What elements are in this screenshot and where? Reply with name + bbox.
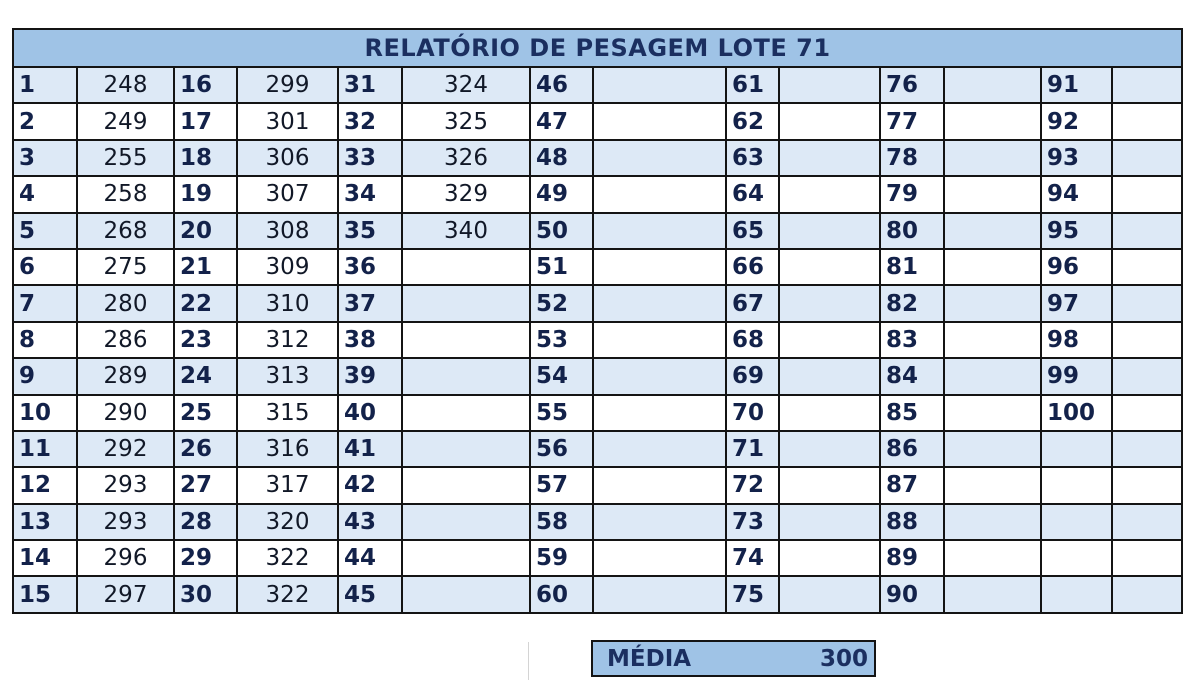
animal-number-cell: 84 [880, 358, 944, 394]
weight-cell [944, 322, 1041, 358]
animal-number-cell: 92 [1041, 103, 1112, 139]
weight-cell [402, 540, 530, 576]
weight-cell [593, 213, 726, 249]
weight-cell [779, 249, 880, 285]
animal-number-cell: 42 [338, 467, 402, 503]
animal-number-cell: 24 [174, 358, 237, 394]
animal-number-cell: 29 [174, 540, 237, 576]
weight-cell: 293 [77, 467, 174, 503]
animal-number-cell: 48 [530, 140, 593, 176]
weight-cell [593, 576, 726, 612]
weight-cell: 329 [402, 176, 530, 212]
table-row [13, 213, 1182, 249]
animal-number-cell: 62 [726, 103, 779, 139]
animal-number-cell: 87 [880, 467, 944, 503]
animal-number-cell: 88 [880, 504, 944, 540]
animal-number-cell: 69 [726, 358, 779, 394]
animal-number-cell: 34 [338, 176, 402, 212]
weight-cell: 320 [237, 504, 338, 540]
animal-number-cell: 60 [530, 576, 593, 612]
weight-cell [593, 176, 726, 212]
animal-number-cell [1041, 504, 1112, 540]
animal-number-cell: 28 [174, 504, 237, 540]
animal-number-cell: 31 [338, 67, 402, 103]
animal-number-cell: 8 [13, 322, 77, 358]
animal-number-cell: 37 [338, 285, 402, 321]
animal-number-cell: 93 [1041, 140, 1112, 176]
weight-cell [402, 358, 530, 394]
animal-number-cell: 33 [338, 140, 402, 176]
animal-number-cell: 39 [338, 358, 402, 394]
animal-number-cell: 12 [13, 467, 77, 503]
animal-number-cell: 56 [530, 431, 593, 467]
animal-number-cell [1041, 576, 1112, 612]
divider-line [528, 642, 529, 680]
weight-cell [1112, 285, 1182, 321]
weight-cell: 322 [237, 540, 338, 576]
animal-number-cell [1041, 431, 1112, 467]
animal-number-cell: 77 [880, 103, 944, 139]
animal-number-cell: 50 [530, 213, 593, 249]
animal-number-cell: 23 [174, 322, 237, 358]
animal-number-cell: 79 [880, 176, 944, 212]
table-row [13, 176, 1182, 212]
weight-cell [944, 467, 1041, 503]
animal-number-cell: 3 [13, 140, 77, 176]
animal-number-cell: 27 [174, 467, 237, 503]
animal-number-cell: 36 [338, 249, 402, 285]
weight-cell: 301 [237, 103, 338, 139]
weight-cell [1112, 504, 1182, 540]
weight-cell [944, 540, 1041, 576]
animal-number-cell: 26 [174, 431, 237, 467]
animal-number-cell: 81 [880, 249, 944, 285]
weight-cell [593, 67, 726, 103]
animal-number-cell: 70 [726, 395, 779, 431]
animal-number-cell: 100 [1041, 395, 1112, 431]
animal-number-cell: 4 [13, 176, 77, 212]
animal-number-cell: 41 [338, 431, 402, 467]
weight-cell [779, 504, 880, 540]
animal-number-cell: 97 [1041, 285, 1112, 321]
animal-number-cell: 98 [1041, 322, 1112, 358]
weight-cell [593, 285, 726, 321]
weight-cell [779, 140, 880, 176]
weight-cell [944, 576, 1041, 612]
animal-number-cell: 65 [726, 213, 779, 249]
weight-cell: 309 [237, 249, 338, 285]
weight-cell [944, 249, 1041, 285]
animal-number-cell: 21 [174, 249, 237, 285]
animal-number-cell: 74 [726, 540, 779, 576]
animal-number-cell: 16 [174, 67, 237, 103]
animal-number-cell: 89 [880, 540, 944, 576]
animal-number-cell: 20 [174, 213, 237, 249]
table-row [13, 358, 1182, 394]
weight-cell: 290 [77, 395, 174, 431]
weight-cell [593, 504, 726, 540]
weight-cell [1112, 540, 1182, 576]
animal-number-cell: 68 [726, 322, 779, 358]
weight-cell: 286 [77, 322, 174, 358]
average-box [591, 640, 876, 677]
animal-number-cell: 6 [13, 249, 77, 285]
weight-cell [402, 431, 530, 467]
weight-cell [779, 285, 880, 321]
animal-number-cell: 85 [880, 395, 944, 431]
animal-number-cell: 63 [726, 140, 779, 176]
weight-cell: 299 [237, 67, 338, 103]
animal-number-cell: 54 [530, 358, 593, 394]
table-row [13, 395, 1182, 431]
weight-cell: 268 [77, 213, 174, 249]
animal-number-cell: 78 [880, 140, 944, 176]
weight-cell [779, 176, 880, 212]
weight-cell [1112, 176, 1182, 212]
weight-cell [402, 249, 530, 285]
animal-number-cell: 35 [338, 213, 402, 249]
animal-number-cell: 52 [530, 285, 593, 321]
animal-number-cell: 18 [174, 140, 237, 176]
animal-number-cell: 7 [13, 285, 77, 321]
weight-cell: 316 [237, 431, 338, 467]
weight-cell: 340 [402, 213, 530, 249]
weight-cell [402, 322, 530, 358]
weight-cell: 248 [77, 67, 174, 103]
animal-number-cell: 59 [530, 540, 593, 576]
animal-number-cell [1041, 540, 1112, 576]
animal-number-cell: 86 [880, 431, 944, 467]
animal-number-cell: 64 [726, 176, 779, 212]
weight-cell [593, 103, 726, 139]
table-row [13, 467, 1182, 503]
weight-cell: 293 [77, 504, 174, 540]
animal-number-cell: 75 [726, 576, 779, 612]
weight-cell: 258 [77, 176, 174, 212]
animal-number-cell [1041, 467, 1112, 503]
animal-number-cell: 13 [13, 504, 77, 540]
animal-number-cell: 55 [530, 395, 593, 431]
animal-number-cell: 2 [13, 103, 77, 139]
animal-number-cell: 71 [726, 431, 779, 467]
weight-cell [402, 576, 530, 612]
weight-cell [779, 213, 880, 249]
animal-number-cell: 46 [530, 67, 593, 103]
weight-cell: 297 [77, 576, 174, 612]
weight-cell [1112, 213, 1182, 249]
animal-number-cell: 25 [174, 395, 237, 431]
weight-cell: 315 [237, 395, 338, 431]
weight-cell [593, 431, 726, 467]
animal-number-cell: 83 [880, 322, 944, 358]
animal-number-cell: 1 [13, 67, 77, 103]
weight-cell: 325 [402, 103, 530, 139]
weight-cell [1112, 431, 1182, 467]
weight-cell [779, 358, 880, 394]
weight-cell: 275 [77, 249, 174, 285]
weight-cell: 249 [77, 103, 174, 139]
weight-cell [779, 322, 880, 358]
table-row [13, 576, 1182, 612]
report-title: RELATÓRIO DE PESAGEM LOTE 71 [13, 29, 1182, 67]
weight-cell [402, 467, 530, 503]
weight-cell [1112, 140, 1182, 176]
animal-number-cell: 38 [338, 322, 402, 358]
animal-number-cell: 51 [530, 249, 593, 285]
weight-cell: 317 [237, 467, 338, 503]
average-label: MÉDIA [607, 645, 692, 672]
weight-cell [593, 249, 726, 285]
weight-cell [944, 285, 1041, 321]
weight-cell [402, 504, 530, 540]
weight-cell: 308 [237, 213, 338, 249]
weight-cell [944, 395, 1041, 431]
weight-cell [1112, 103, 1182, 139]
weight-cell [944, 213, 1041, 249]
weight-cell [593, 322, 726, 358]
animal-number-cell: 30 [174, 576, 237, 612]
animal-number-cell: 72 [726, 467, 779, 503]
table-row [13, 540, 1182, 576]
animal-number-cell: 66 [726, 249, 779, 285]
animal-number-cell: 40 [338, 395, 402, 431]
weight-cell [779, 67, 880, 103]
animal-number-cell: 47 [530, 103, 593, 139]
animal-number-cell: 49 [530, 176, 593, 212]
average-value: 300 [819, 645, 868, 672]
weight-cell [593, 540, 726, 576]
animal-number-cell: 57 [530, 467, 593, 503]
animal-number-cell: 44 [338, 540, 402, 576]
weight-cell [402, 285, 530, 321]
animal-number-cell: 96 [1041, 249, 1112, 285]
weight-cell [593, 467, 726, 503]
weight-cell: 292 [77, 431, 174, 467]
weight-cell [944, 140, 1041, 176]
table-row [13, 140, 1182, 176]
weight-cell [1112, 576, 1182, 612]
weight-cell [779, 395, 880, 431]
animal-number-cell: 17 [174, 103, 237, 139]
weight-cell [1112, 249, 1182, 285]
weight-cell [779, 431, 880, 467]
animal-number-cell: 91 [1041, 67, 1112, 103]
weight-cell [779, 467, 880, 503]
weight-cell [944, 67, 1041, 103]
table-row [13, 504, 1182, 540]
weight-cell [1112, 358, 1182, 394]
animal-number-cell: 32 [338, 103, 402, 139]
animal-number-cell: 14 [13, 540, 77, 576]
table-row [13, 285, 1182, 321]
weight-cell [944, 103, 1041, 139]
animal-number-cell: 94 [1041, 176, 1112, 212]
animal-number-cell: 45 [338, 576, 402, 612]
animal-number-cell: 22 [174, 285, 237, 321]
animal-number-cell: 95 [1041, 213, 1112, 249]
animal-number-cell: 76 [880, 67, 944, 103]
table-row [13, 103, 1182, 139]
weight-cell: 306 [237, 140, 338, 176]
animal-number-cell: 19 [174, 176, 237, 212]
weight-cell [779, 103, 880, 139]
weight-cell: 322 [237, 576, 338, 612]
weight-cell: 255 [77, 140, 174, 176]
animal-number-cell: 80 [880, 213, 944, 249]
animal-number-cell: 67 [726, 285, 779, 321]
animal-number-cell: 99 [1041, 358, 1112, 394]
animal-number-cell: 5 [13, 213, 77, 249]
weight-cell [1112, 467, 1182, 503]
animal-number-cell: 15 [13, 576, 77, 612]
weight-cell [944, 431, 1041, 467]
weighing-report-table [12, 28, 1183, 614]
table-row [13, 249, 1182, 285]
weight-cell [944, 176, 1041, 212]
weight-cell [1112, 322, 1182, 358]
animal-number-cell: 82 [880, 285, 944, 321]
table-row [13, 67, 1182, 103]
animal-number-cell: 9 [13, 358, 77, 394]
weight-cell: 324 [402, 67, 530, 103]
weight-cell: 312 [237, 322, 338, 358]
weight-cell: 307 [237, 176, 338, 212]
animal-number-cell: 73 [726, 504, 779, 540]
animal-number-cell: 61 [726, 67, 779, 103]
weight-cell [944, 358, 1041, 394]
weight-cell: 280 [77, 285, 174, 321]
animal-number-cell: 11 [13, 431, 77, 467]
table-row [13, 322, 1182, 358]
animal-number-cell: 58 [530, 504, 593, 540]
weight-cell: 310 [237, 285, 338, 321]
weight-cell [1112, 395, 1182, 431]
table-row [13, 431, 1182, 467]
weight-cell [944, 504, 1041, 540]
weight-cell [593, 358, 726, 394]
weight-cell: 289 [77, 358, 174, 394]
weight-cell [1112, 67, 1182, 103]
animal-number-cell: 43 [338, 504, 402, 540]
animal-number-cell: 10 [13, 395, 77, 431]
weight-cell: 296 [77, 540, 174, 576]
weight-cell [779, 540, 880, 576]
animal-number-cell: 90 [880, 576, 944, 612]
weight-cell: 326 [402, 140, 530, 176]
weight-cell [779, 576, 880, 612]
weight-cell [402, 395, 530, 431]
weight-cell [593, 395, 726, 431]
weight-cell: 313 [237, 358, 338, 394]
animal-number-cell: 53 [530, 322, 593, 358]
weight-cell [593, 140, 726, 176]
